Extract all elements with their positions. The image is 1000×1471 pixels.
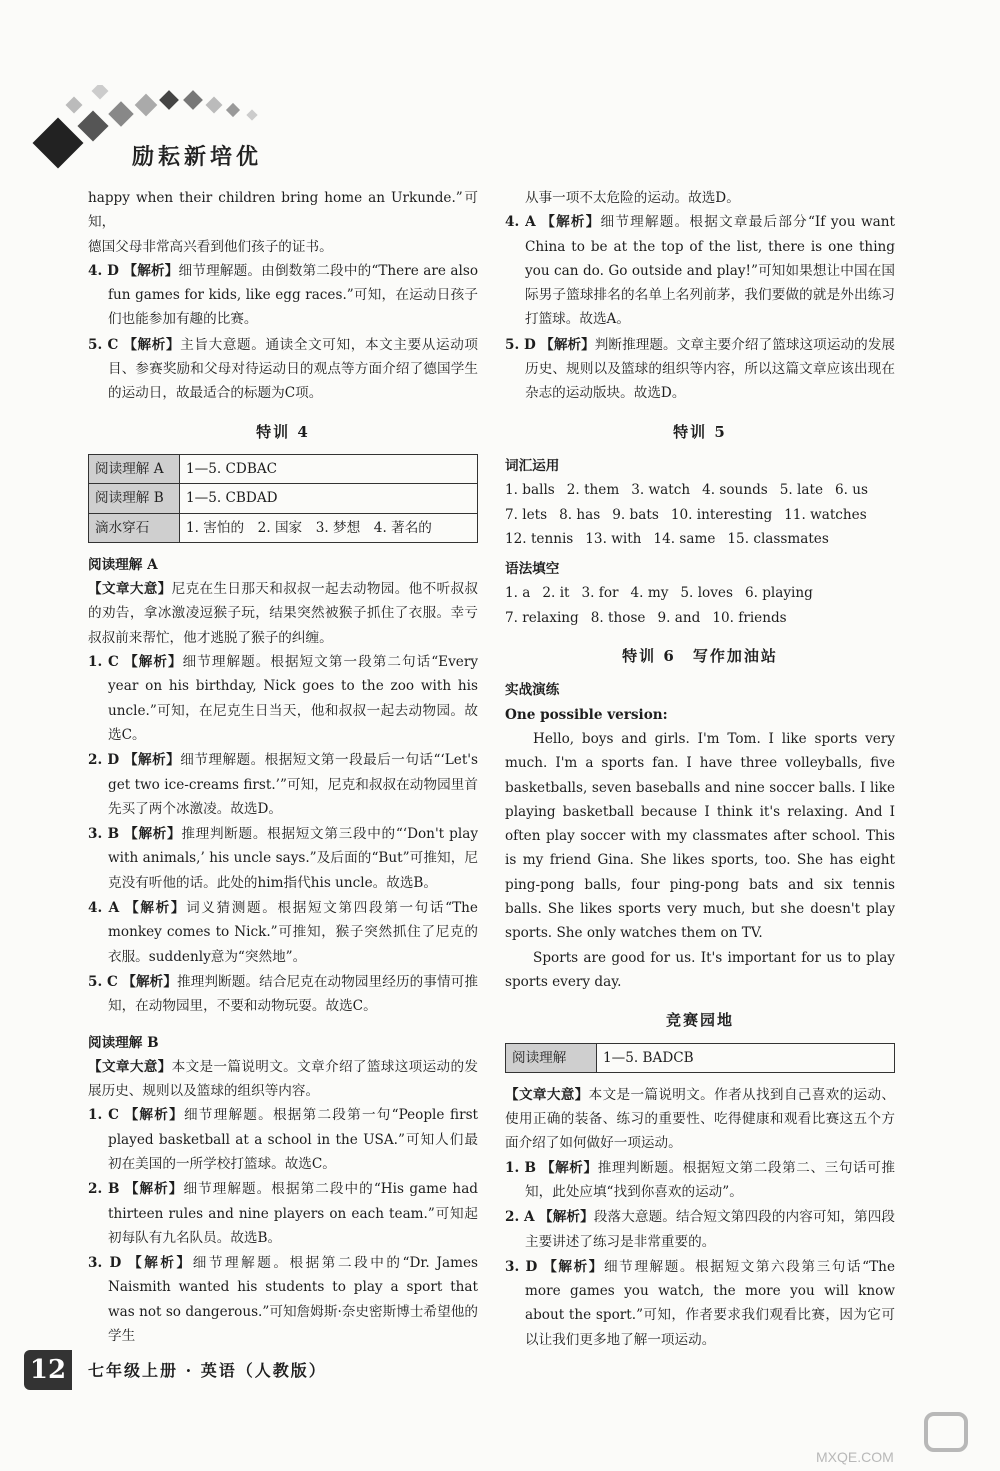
answer-item: 4. A 【解析】词义猜测题。根据短文第四段第一句话“The monkey comes to Nick.”可推知，猴子突然抓住了尼克的衣服。suddenly意为“突然地”。 — [88, 900, 478, 965]
essay-paragraph: Hello, boys and girls. I'm Tom. I like sports very much. I'm a sports fan. I have three volleyballs, five basketballs, seven baseballs and nine soccer balls. I like playing basketball because I think it's relaxing. And I often play soccer with my classmates after school. This is my friend Gina. She likes sports, too. She has eight ping-pong balls, four ping-pong bats and six tennis balls. She likes sports very much, but she doesn't play sports. She only watches them on TV. — [505, 730, 895, 942]
vocab-row: 1. balls 2. them 3. watch 4. sounds 5. late 6. us — [505, 482, 869, 499]
answer-item: 5. C 【解析】主旨大意题。通读全文可知，本文主要从运动项目、参赛奖励和父母对待运动日的观点等方面介绍了德国学生的运动日，故最适合的标题为C项。 — [88, 336, 479, 402]
continued-line: 从事一项不太危险的运动。故选D。 — [525, 190, 740, 206]
subsection-title: 阅读理解 B — [88, 1034, 159, 1051]
version-title: One possible version: — [505, 706, 668, 723]
page-number: 12 — [24, 1350, 72, 1390]
summary: 【文章大意】尼克在生日那天和叔叔一起去动物园。他不听叔叔的劝告，拿冰激凌逗猴子玩，结果突然被猴子抓住了衣服。幸亏叔叔前来帮忙，他才逃脱了猴子的纠缠。 — [88, 581, 479, 646]
answer-item: 3. D 【解析】细节理解题。根据短文第六段第三句话“The more games you watch, the more you will know about the sport.”可知，作者要求我们观看比赛，因为它可以让我们更多地了解一项运动。 — [505, 1258, 895, 1348]
vocab-row: 12. tennis 13. with 14. same 15. classmates — [505, 530, 829, 547]
subsection-title: 实战演练 — [505, 682, 560, 699]
subsection-title: 语法填空 — [505, 561, 560, 578]
summary: 【文章大意】本文是一篇说明文。作者从找到自己喜欢的运动、使用正确的装备、练习的重要性、吃得健康和观看比赛这五个方面介绍了如何做好一项运动。 — [505, 1086, 896, 1152]
answer-item: 4. A 【解析】细节理解题。根据文章最后部分“If you want China to be at the top of the list, there is one thing you can do. Go outside and play!”可知如果想让中国在国际男子篮球排名的名单上名列前茅，我们要做的就是外出练习打篮球。故选A。 — [505, 214, 895, 328]
answer-table — [88, 454, 478, 543]
answer-item: 1. B 【解析】推理判断题。根据短文第二段第二、三句话可推知，此处应填“找到你喜欢的运动”。 — [505, 1159, 896, 1200]
page-header — [0, 0, 1000, 175]
section-title: 特训 4 — [256, 422, 310, 441]
essay-paragraph: Sports are good for us. It's important for us to play sports every day. — [505, 949, 895, 990]
footer-title: 七年级上册 · 英语（人教版） — [88, 1361, 327, 1380]
watermark-text: MXQE.COM — [816, 1449, 894, 1465]
right-column — [505, 186, 895, 1353]
section-title: 特训 6 写作加油站 — [622, 647, 778, 666]
answer-item: 3. D 【解析】细节理解题。根据第二段中的“Dr. James Naismith wanted his students to play a sport that was not so dangerous.”可知詹姆斯·奈史密斯博士希望他的学生 — [88, 1255, 479, 1345]
left-column — [88, 186, 478, 1349]
answer-item: 5. D 【解析】判断推理题。文章主要介绍了篮球这项运动的发展历史、规则以及篮球的组织等内容，所以这篇文章应该出现在杂志的运动版块。故选D。 — [505, 336, 896, 402]
grammar-row: 1. a 2. it 3. for 4. my 5. loves 6. playing — [505, 585, 813, 602]
grammar-row: 7. relaxing 8. those 9. and 10. friends — [505, 609, 787, 626]
continued-line: happy when their children bring home an Urkunde.”可知， — [88, 190, 478, 231]
watermark-icon — [806, 1410, 986, 1466]
answer-item: 3. B 【解析】推理判断题。根据短文第三段中的“‘Don't play with animals,’ his uncle says.”及后面的“But”可推知，尼克没有听他的话。此处的him指代his uncle。故选B。 — [88, 826, 479, 891]
answer-item: 2. D 【解析】细节理解题。根据短文第一段最后一句话“‘Let's get two ice-creams first.’”可知，尼克和叔叔在动物园里首先买了两个冰激凌。故选D。 — [88, 752, 478, 817]
vocab-row: 7. lets 8. has 9. bats 10. interesting 11. watches — [505, 506, 867, 523]
table-row: 阅读理解 1—5. BADCB — [506, 1043, 895, 1072]
subsection-title: 词汇运用 — [505, 457, 560, 474]
section-title: 竞赛园地 — [665, 1011, 734, 1030]
table-row: 阅读理解 B 1—5. CBDAD — [89, 484, 478, 513]
continued-line: 德国父母非常高兴看到他们孩子的证书。 — [88, 238, 333, 255]
answer-item: 2. B 【解析】细节理解题。根据第二段中的“His game had thirteen rules and nine players on each team.”可知起初每队有九名队员。故选B。 — [88, 1181, 478, 1246]
answer-item: 2. A 【解析】段落大意题。结合短文第四段的内容可知，第四段主要讲述了练习是非常重要的。 — [505, 1209, 896, 1250]
answer-item: 1. C 【解析】细节理解题。根据短文第一段第二句话“Every year on his birthday, Nick goes to the zoo with his uncle.”可知，在尼克生日当天，他和叔叔一起去动物园。故选C。 — [88, 654, 479, 743]
table-row: 阅读理解 A 1—5. CDBAC — [89, 454, 478, 483]
subsection-title: 阅读理解 A — [88, 556, 158, 573]
answer-item: 4. D 【解析】细节理解题。由倒数第二段中的“There are also fun games for kids, like egg races.”可知，在运动日孩子们也能参加有趣的比赛。 — [88, 262, 479, 328]
answer-item: 5. C 【解析】推理判断题。结合尼克在动物园里经历的事情可推知，在动物园里，不要和动物玩耍。故选C。 — [88, 973, 479, 1015]
brand-title: 励耘新培优 — [132, 144, 263, 170]
answer-item: 1. C 【解析】细节理解题。根据第二段第一句“People first played basketball at a school in the USA.”可知人们最初在美国的一所学校打篮球。故选C。 — [88, 1107, 479, 1172]
summary: 【文章大意】本文是一篇说明文。文章介绍了篮球这项运动的发展历史、规则以及篮球的组织等内容。 — [88, 1058, 479, 1100]
watermark-logo — [806, 1410, 986, 1466]
section-title: 特训 5 — [673, 422, 727, 441]
table-row: 滴水穿石 1. 害怕的 2. 国家 3. 梦想 4. 著名的 — [89, 513, 478, 542]
contest-answer-table — [505, 1043, 895, 1073]
